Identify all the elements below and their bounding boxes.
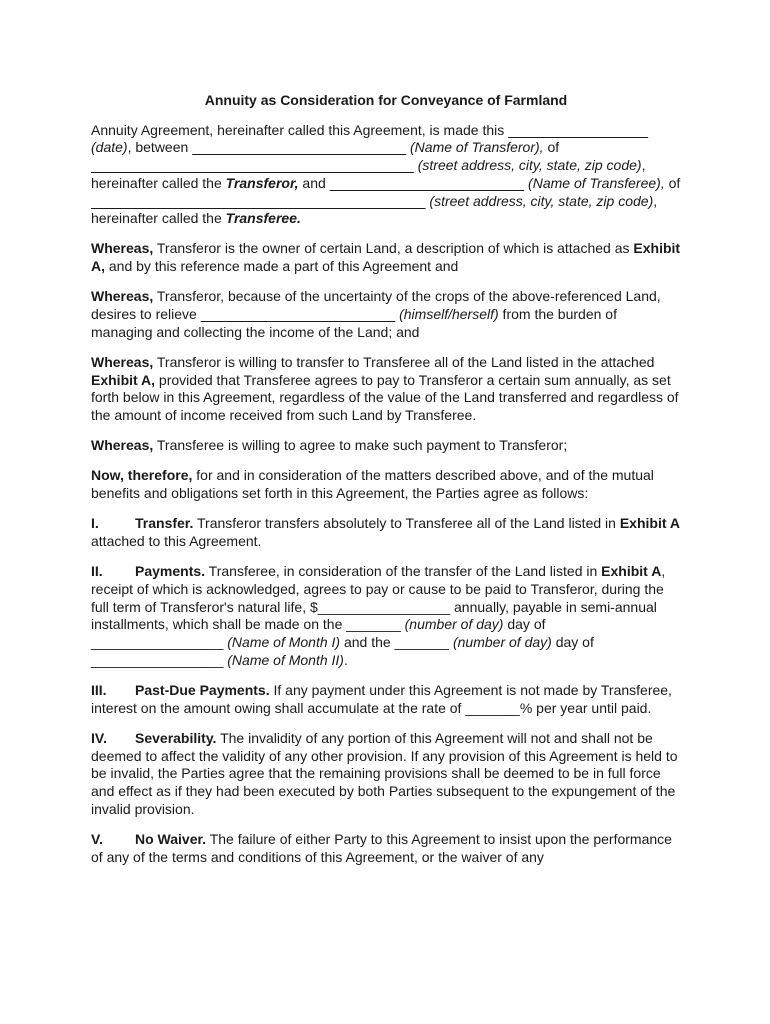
text-segment: provided that Transferee agrees to pay to Transferor a certain sum annually, as set forth below in this Agreement, regardless of the value of the Land transferred and regardless of the amount of income received from such Land by Transferee.: [91, 371, 679, 424]
blank-field[interactable]: [192, 139, 406, 155]
text-segment: Exhibit A: [601, 563, 662, 580]
text-segment: Payments.: [135, 563, 206, 580]
blank-field[interactable]: [91, 193, 426, 209]
text-segment: (street address, city, state, zip code): [413, 157, 642, 174]
blank-field[interactable]: [330, 175, 524, 191]
text-segment: Transfer.: [135, 515, 194, 532]
blank-field[interactable]: [91, 157, 414, 173]
text-segment: and by this reference made a part of this Agreement and: [105, 258, 459, 275]
text-segment: Now, therefore,: [91, 467, 193, 484]
text-segment: Transferor, because of the uncertainty of the crops of the above-referenced Land, desires to relieve: [91, 288, 661, 323]
text-segment: of: [664, 174, 681, 191]
text-segment: (himself/herself): [395, 306, 499, 323]
text-segment: Exhibit A,: [91, 371, 156, 388]
text-segment: Whereas,: [91, 353, 154, 370]
text-segment: of: [543, 139, 560, 156]
paragraph: [91, 122, 681, 228]
text-segment: If any payment under this Agreement is not made by Transferee, interest on the amount owing shall accumulate at the rate of _______% per year until paid.: [91, 681, 672, 716]
text-segment: and the _______: [340, 634, 453, 651]
section-paragraph: [91, 831, 681, 866]
blank-field[interactable]: [201, 306, 395, 322]
section-number: II.: [91, 563, 103, 580]
text-segment: (Name of Month I): [227, 634, 341, 651]
blank-field[interactable]: [508, 122, 648, 138]
text-segment: (street address, city, state, zip code): [425, 192, 654, 209]
text-segment: attached to this Agreement.: [91, 533, 262, 550]
text-segment: , between: [127, 139, 193, 156]
text-segment: , hereinafter called the: [91, 192, 658, 227]
text-segment: Transferor,: [225, 174, 299, 191]
document-body: [91, 122, 681, 867]
text-segment: (Name of Transferor),: [406, 139, 544, 156]
text-segment: Transferee is willing to agree to make such payment to Transferor;: [153, 437, 568, 454]
section-number: I.: [91, 515, 99, 532]
paragraph: [91, 437, 681, 455]
text-segment: No Waiver.: [135, 830, 207, 847]
paragraph: [91, 288, 681, 341]
text-segment: and: [298, 174, 330, 191]
section-number: V.: [91, 830, 103, 847]
text-segment: for and in consideration of the matters described above, and of the mutual benefits and obligations set forth in this Agreement, the Parties agree as follows:: [91, 467, 654, 502]
text-segment: day of _________________: [91, 634, 594, 668]
text-segment: , hereinafter called the: [91, 157, 646, 191]
text-segment: (Name of Month II): [227, 651, 344, 668]
text-segment: (number of day): [452, 634, 552, 651]
text-segment: Exhibit A,: [91, 240, 681, 275]
text-segment: Whereas,: [91, 288, 154, 305]
text-segment: from the burden of managing and collecting the income of the Land; and: [91, 306, 617, 340]
text-segment: Past-Due Payments.: [135, 681, 270, 698]
text-segment: Whereas,: [91, 240, 154, 257]
section-paragraph: [91, 682, 681, 717]
text-segment: Transferee.: [225, 210, 301, 227]
text-segment: Transferor transfers absolutely to Transferee all of the Land listed in: [193, 515, 620, 532]
paragraph: [91, 354, 681, 425]
document-title: Annuity as Consideration for Conveyance of Farmland: [204, 92, 568, 108]
section-paragraph: [91, 515, 681, 550]
text-segment: Severability.: [135, 729, 217, 746]
section-paragraph: [91, 730, 681, 819]
text-segment: Transferee, in consideration of the transfer of the Land listed in: [205, 563, 602, 580]
text-segment: The failure of either Party to this Agreement to insist upon the performance of any of the terms and conditions of this Agreement, or the waiver of any: [91, 830, 672, 865]
section-number: III.: [91, 681, 107, 698]
document-page: [91, 92, 681, 879]
text-segment: (number of day): [404, 616, 504, 633]
section-number: IV.: [91, 729, 107, 746]
text-segment: , receipt of which is acknowledged, agrees to pay or cause to be paid to Transferor, during the full term of Transferor's natural life, $_________________ annually, payable in semi-annual installments, which shall be made on the _______: [91, 563, 666, 633]
text-segment: (Name of Transferee),: [524, 174, 665, 191]
text-segment: Whereas,: [91, 437, 154, 454]
text-segment: Annuity Agreement, hereinafter called this Agreement, is made this: [91, 121, 509, 138]
text-segment: day of _________________: [91, 616, 546, 651]
paragraph: [91, 240, 681, 275]
text-segment: Exhibit A: [619, 515, 680, 532]
text-segment: Transferor is willing to transfer to Transferee all of the Land listed in the attached: [153, 353, 655, 370]
section-paragraph: [91, 563, 681, 669]
paragraph: [91, 467, 681, 502]
text-segment: (date): [91, 139, 128, 156]
text-segment: The invalidity of any portion of this Agreement will not and shall not be deemed to affect the validity of any other provision. If any provision of this Agreement is held to be invalid, the Parties agree that the remaining provisions shall be deemed to be in full force and effect as if they had been executed by both Parties subsequent to the expungement of the invalid provision.: [91, 729, 678, 817]
text-segment: Transferor is the owner of certain Land, a description of which is attached as: [153, 240, 634, 257]
text-segment: .: [343, 651, 348, 668]
